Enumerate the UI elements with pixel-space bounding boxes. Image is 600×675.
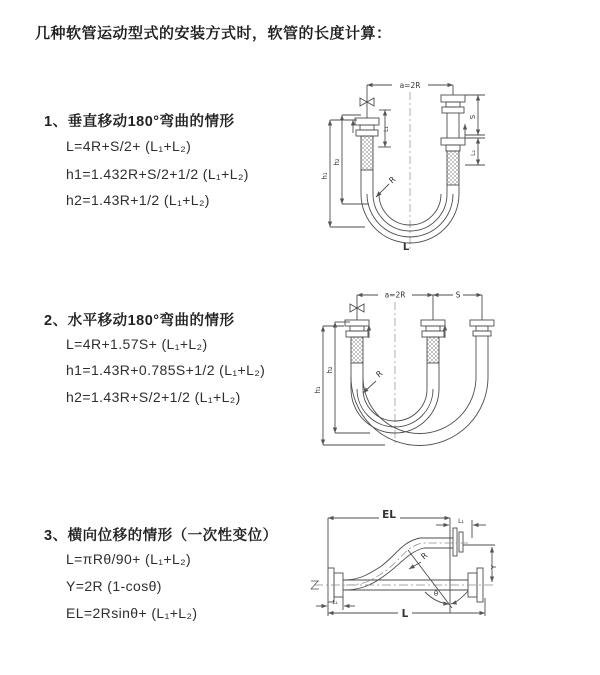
length-label: L bbox=[402, 242, 410, 253]
radius-leader bbox=[363, 381, 376, 393]
formula-line: h1=1.43R+0.785S+1/2 (L₁+L₂) bbox=[66, 362, 266, 378]
diagram-horizontal-180-bend bbox=[310, 282, 550, 452]
braided-hose-section bbox=[427, 337, 439, 363]
formula-line: h2=1.43R+1/2 (L₁+L₂) bbox=[66, 192, 210, 208]
dim-label-el: EL bbox=[382, 509, 396, 521]
formula-line: L=πRθ/90+ (L₁+L₂) bbox=[66, 551, 192, 567]
flange-displaced-end bbox=[453, 528, 463, 556]
flange-fitting-middle bbox=[421, 320, 445, 337]
length-label: L bbox=[401, 608, 409, 620]
section-3-heading: 3、横向位移的情形（一次性变位） bbox=[44, 528, 278, 544]
braided-hose-section bbox=[447, 151, 459, 185]
page-title: 几种软管运动型式的安装方式时，软管的长度计算： bbox=[35, 25, 392, 42]
dim-label-y: Y bbox=[490, 564, 498, 570]
braided-hose-section bbox=[361, 136, 373, 170]
dim-label-h1: h₁ bbox=[321, 172, 329, 180]
flange-fitting-left bbox=[345, 320, 369, 337]
dim-label-l1-left: L₁ bbox=[332, 600, 338, 606]
formula-line: h2=1.43R+S/2+1/2 (L₁+L₂) bbox=[66, 389, 241, 405]
formula-line: Y=2R (1-cosθ) bbox=[66, 578, 162, 594]
flange-fitting-right bbox=[470, 320, 494, 336]
dim-label-offset: S bbox=[455, 290, 461, 300]
dim-label-h2: h₂ bbox=[326, 366, 334, 374]
braided-hose-section bbox=[351, 337, 363, 363]
dim-label-l2: L₂ bbox=[470, 150, 477, 156]
theta-label: θ bbox=[433, 590, 439, 598]
radius-construction-line bbox=[408, 550, 452, 608]
radius-label: R bbox=[387, 174, 398, 186]
formula-line: L=4R+1.57S+ (L₁+L₂) bbox=[66, 336, 208, 352]
radius-leader bbox=[376, 184, 389, 197]
dim-label-l1-top: L₁ bbox=[458, 518, 464, 525]
flange-fitting-left bbox=[355, 118, 379, 136]
dim-label-h2: h₂ bbox=[333, 158, 341, 166]
dim-label-span: a=2R bbox=[384, 290, 406, 300]
radius-label: R bbox=[374, 368, 385, 380]
dim-label-h1: h₁ bbox=[314, 386, 322, 394]
hose-u-bend bbox=[361, 194, 459, 243]
formula-line: L=4R+S/2+ (L₁+L₂) bbox=[66, 138, 192, 154]
flange-fitting-right-top bbox=[441, 95, 465, 113]
section-1-heading: 1、垂直移动180°弯曲的情形 bbox=[44, 114, 235, 130]
section-2-heading: 2、水平移动180°弯曲的情形 bbox=[44, 313, 235, 329]
diagram-vertical-180-bend bbox=[315, 72, 545, 262]
formula-line: EL=2Rsinθ+ (L₁+L₂) bbox=[66, 605, 198, 621]
formula-line: h1=1.432R+S/2+1/2 (L₁+L₂) bbox=[66, 166, 249, 182]
dim-label-s: S bbox=[469, 114, 477, 120]
hose-s-curve bbox=[343, 538, 468, 590]
radius-label: R bbox=[419, 550, 430, 562]
diagram-lateral-displacement bbox=[300, 498, 570, 653]
flange-fitting-right-lower bbox=[441, 138, 465, 151]
dim-label-l1: L₁ bbox=[383, 126, 390, 132]
dim-label-span: a=2R bbox=[399, 81, 421, 90]
angle-arc bbox=[451, 591, 468, 604]
